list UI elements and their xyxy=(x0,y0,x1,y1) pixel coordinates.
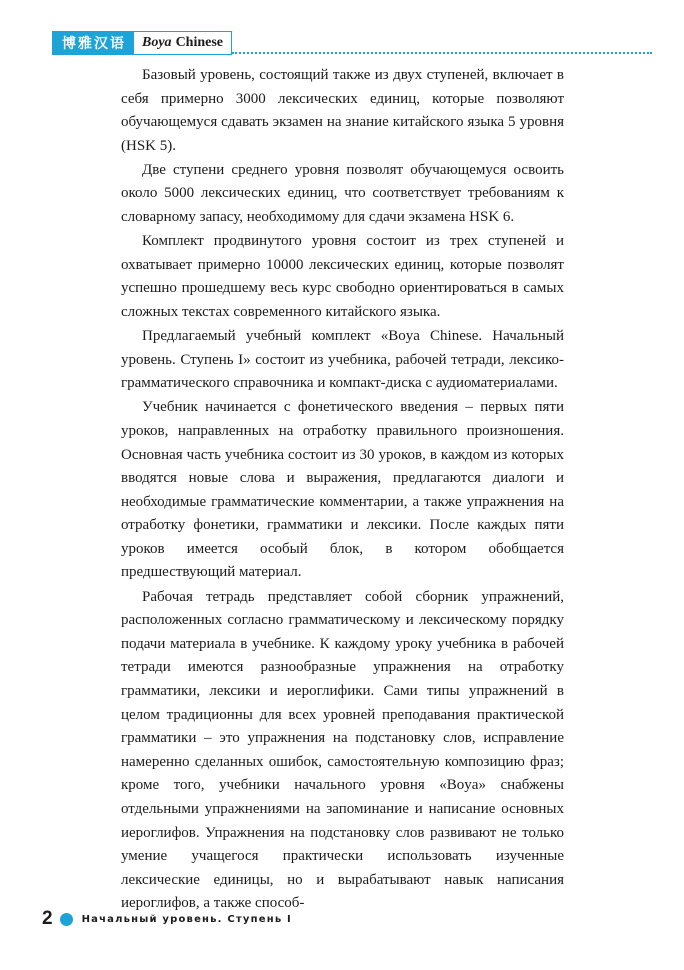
paragraph: Комплект продвинутого уровня состоит из трех ступеней и охватывает примерно 10000 лексических единиц, которые позволят успешно прошедшему весь курс свободно ориентироваться в самых сложных текстах современного китайского языка. xyxy=(121,233,564,320)
paragraph: Базовый уровень, состоящий также из двух ступеней, включает в себя примерно 3000 лексических единиц, которые позволяют обучающемуся сдавать экзамен на знание китайского языка 5 уровня (HSK 5). xyxy=(121,67,564,154)
running-title: Начальный уровень. Ступень I xyxy=(81,913,292,925)
page-header xyxy=(0,0,684,60)
header-dotted-rule xyxy=(232,52,652,54)
series-tab xyxy=(52,31,232,55)
paragraph: Рабочая тетрадь представляет собой сборник упражнений, расположенных согласно грамматическому и лексическому порядку подачи материала в учебнике. К каждому уроку учебника в рабочей тетради имеются разнообразные упражнения на отработку грамматики, лексики и иероглифики. Сами типы упражнений в целом традиционны для всех уровней преподавания практической грамматики – это упражнения на подстановку слов, исправление намеренно сделанных ошибок, самостоятельную композицию фраз; кроме того, учебники начального уровня «Boya» снабжены отдельными упражнениями на запоминание и написание основных иероглифов. Упражнения на подстановку слов развивают не только умение учащегося практически использовать изученные лексические единицы, но и вырабатывают навык написания иероглифов, а также способ- xyxy=(121,588,564,912)
page-footer xyxy=(42,908,292,930)
series-title-english xyxy=(134,31,232,55)
footer-dot-icon xyxy=(60,913,73,926)
paragraph: Предлагаемый учебный комплект «Boya Chinese. Начальный уровень. Ступень I» состоит из учебника, рабочей тетради, лексико-грамматического справочника и компакт-диска с аудиоматериалами. xyxy=(121,328,564,392)
paragraph: Две ступени среднего уровня позволят обучающемуся освоить около 5000 лексических единиц, что соответствует требованиям к словарному запасу, необходимому для сдачи экзамена HSK 6. xyxy=(121,161,564,226)
series-title-english-plain: Chinese xyxy=(175,35,224,50)
body-text xyxy=(121,64,564,916)
page-number: 2 xyxy=(42,908,53,929)
paragraph: Учебник начинается с фонетического введения – первых пяти уроков, направленных на отработку правильного произношения. Основная часть учебника состоит из 30 уроков, в каждом из которых вводятся новые слова и выражения, предлагаются диалоги и необходимые грамматические комментарии, а также упражнения на отработку фонетики, грамматики и лексики. После каждых пяти уроков имеется особый блок, в котором обобщается предшествующий материал. xyxy=(121,399,564,581)
series-title-english-italic: Boya xyxy=(142,35,172,50)
series-title-chinese: 博雅汉语 xyxy=(52,31,134,55)
